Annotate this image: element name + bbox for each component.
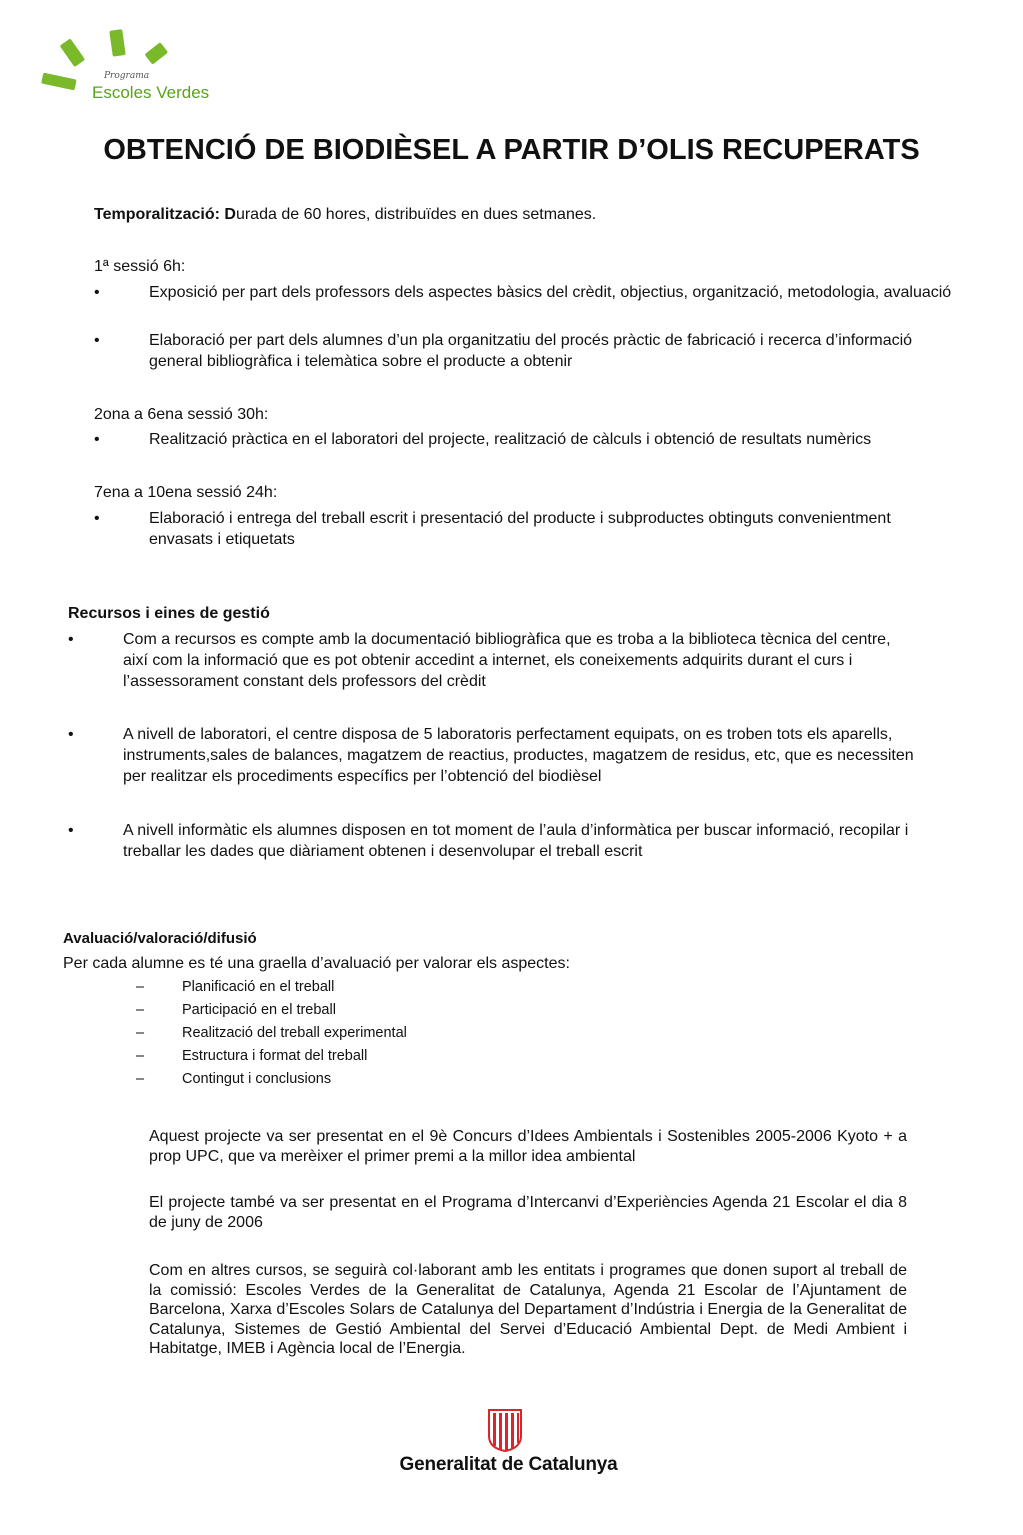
list-item — [94, 508, 984, 552]
dash-marker: – — [136, 979, 145, 995]
avaluacio-intro: Per cada alumne es té una graella d’avaluació per valorar els aspectes: — [63, 955, 570, 972]
dash-item-text: Realització del treball experimental — [182, 1025, 407, 1041]
bullet-marker: • — [68, 726, 74, 743]
list-item — [68, 724, 928, 790]
recursos-heading: Recursos i eines de gestió — [68, 605, 270, 622]
session-heading: 1ª sessió 6h: — [94, 258, 186, 275]
temporalitzacio-text: urada de 60 hores, distribuïdes en dues setmanes. — [235, 206, 597, 223]
logo-program-text: Programa — [104, 71, 150, 81]
dash-item-text: Participació en el treball — [182, 1002, 336, 1018]
bullet-marker: • — [94, 510, 100, 527]
paragraph: El projecte també va ser presentat en el Programa d’Intercanvi d’Experiències Agenda 21 Escolar el dia 8 de juny de 2006 — [149, 1194, 907, 1231]
bullet-text: A nivell informàtic els alumnes disposen en tot moment de l’aula d’informàtica per buscar informació, recopilar i treballar les dades que diàriament obtenen i desenvolupar el treball escrit — [123, 822, 909, 860]
list-item — [94, 282, 984, 326]
page-title: OBTENCIÓ DE BIODIÈSEL A PARTIR D’OLIS RECUPERATS — [103, 134, 920, 166]
bullet-marker: • — [94, 284, 100, 301]
bullet-marker: • — [68, 822, 74, 839]
dash-item-text: Estructura i format del treball — [182, 1048, 368, 1064]
dash-marker: – — [136, 1002, 145, 1018]
escoles-verdes-logo — [38, 24, 238, 108]
bullet-text: Realització pràctica en el laboratori del projecte, realització de càlculs i obtenció de resultats numèrics — [149, 431, 872, 448]
temporalitzacio-line — [94, 204, 974, 225]
dash-marker: – — [136, 1048, 145, 1064]
dash-marker: – — [136, 1071, 145, 1087]
paragraph: Com en altres cursos, se seguirà col·laborant amb les entitats i programes que donen suport al treball de la comissió: Escoles Verdes de la Generalitat de Catalunya, Agenda 21 Escolar de l’Ajuntament de Barcelona, Xarxa d’Escoles Solars de Catalunya del Departament d’Indústria i Energia de la Generalitat de Catalunya, Sistemes de Gestió Ambiental del Servei d’Educació Ambiental Dept. de Medi Ambient i Habitatge, IMEB i Agència local de l’Energia. — [149, 1262, 907, 1357]
list-item — [94, 429, 984, 451]
bullet-text: Elaboració i entrega del treball escrit i presentació del producte i subproductes obtinguts convenientment envasats i etiquetats — [149, 510, 891, 548]
leaf-sprouts-icon — [41, 29, 168, 90]
avaluacio-heading: Avaluació/valoració/difusió — [63, 930, 257, 947]
dash-item-text: Contingut i conclusions — [182, 1071, 332, 1087]
catalan-flag-emblem-icon — [487, 1408, 523, 1452]
temporalitzacio-label: Temporalització: D — [94, 206, 236, 223]
logo-name-text: Escoles Verdes — [92, 83, 210, 102]
bullet-text: Com a recursos es compte amb la documentació bibliogràfica que es troba a la biblioteca tècnica del centre, així com la informació que es pot obtenir accedint a internet, els coneixements adquirits durant el curs i l’assessorament constant dels professors del crèdit — [123, 631, 891, 690]
bullet-text: A nivell de laboratori, el centre disposa de 5 laboratoris perfectament equipats, on es troben tots els aparells, instruments,sales de balances, magatzem de reactius, productes, magatzem de residus, etc, que es necessiten per realitzar els procediments específics per l’obtenció del biodièsel — [123, 726, 914, 785]
list-item — [68, 629, 928, 695]
session-heading: 2ona a 6ena sessió 30h: — [94, 406, 269, 423]
bullet-marker: • — [94, 332, 100, 349]
paragraph: Aquest projecte va ser presentat en el 9è Concurs d’Idees Ambientals i Sostenibles 2005-2006 Kyoto + a prop UPC, que va merèixer el primer premi a la millor idea ambiental — [149, 1128, 907, 1165]
session-heading: 7ena a 10ena sessió 24h: — [94, 484, 278, 501]
list-item — [94, 330, 984, 374]
bullet-marker: • — [68, 631, 74, 648]
list-item — [68, 820, 948, 864]
bullet-marker: • — [94, 431, 100, 448]
bullet-text: Exposició per part dels professors dels aspectes bàsics del crèdit, objectius, organització, metodologia, avaluació — [149, 284, 952, 301]
dash-item-text: Planificació en el treball — [182, 979, 335, 995]
dash-marker: – — [136, 1025, 145, 1041]
generalitat-name: Generalitat de Catalunya — [399, 1454, 618, 1475]
bullet-text: Elaboració per part dels alumnes d’un pla organitzatiu del procés pràctic de fabricació i recerca d’informació general bibliogràfica i telemàtica sobre el producte a obtenir — [149, 332, 913, 370]
